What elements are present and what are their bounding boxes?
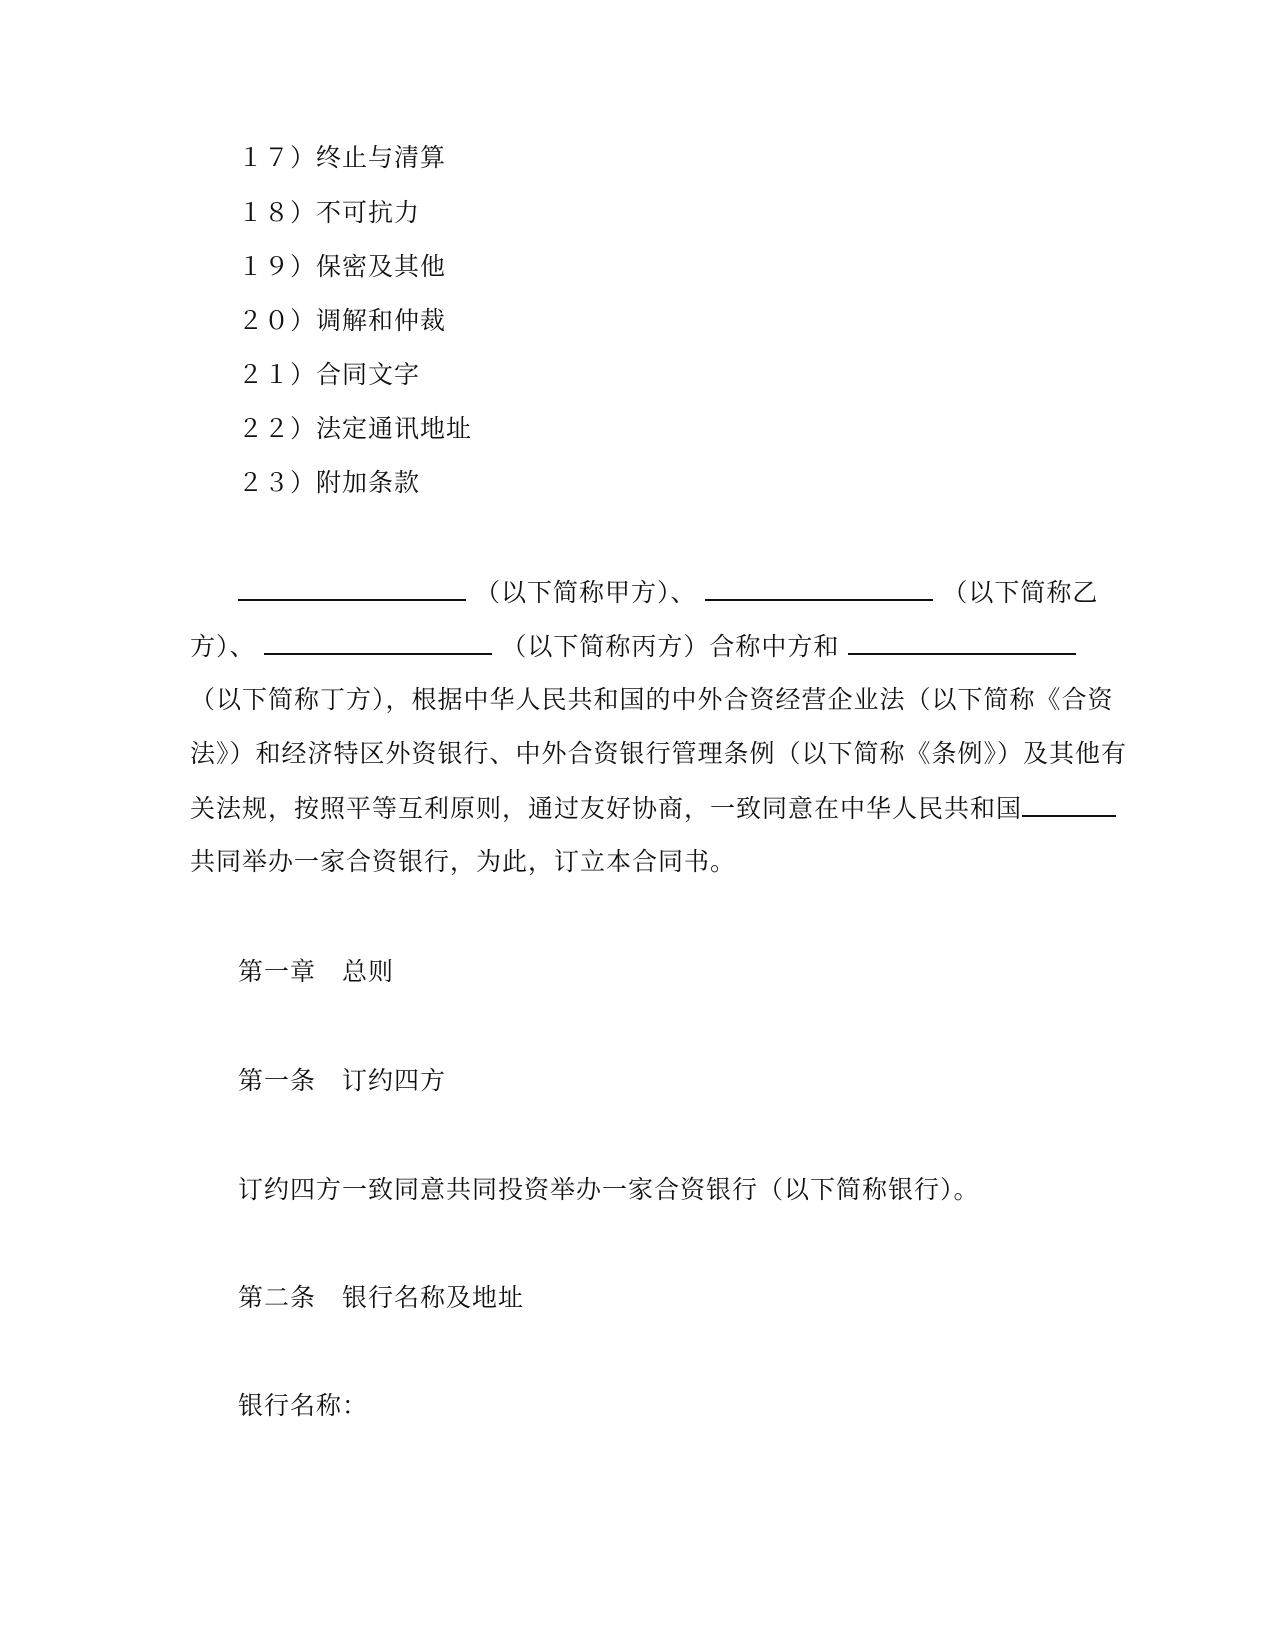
article-2-heading: 第二条 银行名称及地址 [238,1283,525,1312]
preamble-line-4: 法》）和经济特区外资银行、中外合资银行管理条例（以下简称《条例》）及其他有 [190,739,1128,768]
party-b-label-end: 方）、 [190,632,256,661]
article-1-body: 订约四方一致同意共同投资举办一家合资银行（以下简称银行）。 [238,1175,980,1204]
toc-item-17: １７）终止与清算 [238,143,447,172]
bank-name-label: 银行名称： [238,1391,369,1420]
party-b-label: （以下简称乙 [942,578,1099,607]
preamble-line-2 [190,631,1090,662]
party-a-label: （以下简称甲方）、 [474,578,697,607]
party-c-label: （以下简称丙方）合称中方和 [501,632,840,661]
preamble-line-5-text: 关法规，按照平等互利原则，通过友好协商，一致同意在中华人民共和国 [190,794,1023,823]
toc-item-19: １９）保密及其他 [238,252,447,281]
preamble-line-5 [190,793,1090,824]
preamble-line-3: （以下简称丁方），根据中华人民共和国的中外合资经营企业法（以下简称《合资 [190,685,1114,714]
toc-item-20: ２０）调解和仲裁 [238,306,447,335]
toc-item-21: ２１）合同文字 [238,360,421,389]
party-b-blank [705,577,933,601]
party-c-blank [264,631,492,655]
toc-item-18: １８）不可抗力 [238,198,421,227]
location-blank [1022,793,1116,817]
preamble-line-1 [238,577,1098,608]
preamble-line-6: 共同举办一家合资银行，为此，订立本合同书。 [190,847,737,876]
party-a-blank [238,577,466,601]
chapter-1-heading: 第一章 总则 [238,957,395,986]
toc-item-22: ２２）法定通讯地址 [238,414,473,443]
article-1-heading: 第一条 订约四方 [238,1066,447,1095]
toc-item-23: ２３）附加条款 [238,468,421,497]
party-d-blank [848,631,1076,655]
